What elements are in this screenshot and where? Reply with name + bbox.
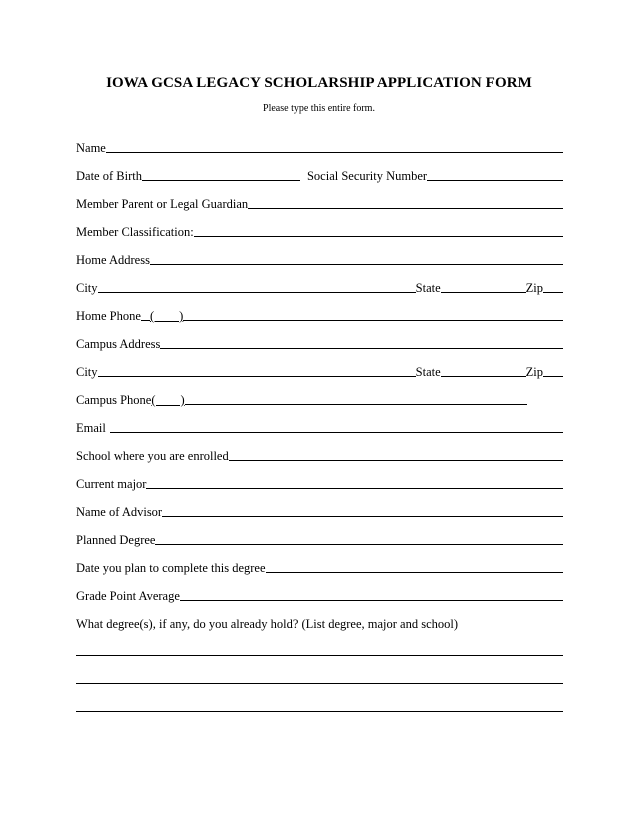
planned-degree-label: Planned Degree bbox=[76, 533, 156, 547]
planned-degree-row bbox=[76, 531, 563, 547]
ssn-field[interactable] bbox=[427, 168, 563, 181]
home-phone-label: Home Phone bbox=[76, 309, 141, 323]
campus-phone-area-code-field[interactable]: ( ) bbox=[151, 393, 185, 407]
home-state-field[interactable] bbox=[441, 280, 526, 293]
date-of-birth-label: Date of Birth bbox=[76, 169, 142, 183]
degrees-held-line-3[interactable] bbox=[76, 711, 563, 712]
campus-address-field[interactable] bbox=[160, 336, 563, 349]
email-row bbox=[76, 419, 563, 435]
campus-state-label: State bbox=[415, 365, 441, 379]
name-field[interactable] bbox=[106, 140, 563, 153]
member-classification-row bbox=[76, 223, 563, 239]
campus-city-state-zip-row bbox=[76, 363, 563, 379]
campus-zip-label: Zip bbox=[525, 365, 543, 379]
campus-phone-row bbox=[76, 391, 527, 407]
current-major-field[interactable] bbox=[146, 476, 563, 489]
gpa-label: Grade Point Average bbox=[76, 589, 180, 603]
school-enrolled-field[interactable] bbox=[229, 448, 563, 461]
campus-city-field[interactable] bbox=[98, 364, 416, 377]
degrees-held-line-1[interactable] bbox=[76, 655, 563, 656]
campus-address-row bbox=[76, 335, 563, 351]
current-major-row bbox=[76, 475, 563, 491]
ssn-label: Social Security Number bbox=[306, 169, 428, 183]
home-address-label: Home Address bbox=[76, 253, 150, 267]
home-phone-area-code-field[interactable]: ( ) bbox=[149, 309, 184, 323]
home-zip-label: Zip bbox=[525, 281, 543, 295]
name-row bbox=[76, 139, 563, 155]
member-parent-field[interactable] bbox=[248, 196, 563, 209]
home-city-field[interactable] bbox=[98, 280, 416, 293]
member-parent-label: Member Parent or Legal Guardian bbox=[76, 197, 249, 211]
campus-phone-field[interactable] bbox=[185, 392, 527, 405]
degrees-held-line-2[interactable] bbox=[76, 683, 563, 684]
completion-date-row bbox=[76, 559, 563, 575]
home-city-state-zip-row bbox=[76, 279, 563, 295]
form-title: IOWA GCSA LEGACY SCHOLARSHIP APPLICATION FORM bbox=[106, 75, 532, 91]
gpa-field[interactable] bbox=[180, 588, 563, 601]
campus-state-field[interactable] bbox=[441, 364, 526, 377]
name-label: Name bbox=[76, 141, 106, 155]
date-of-birth-field[interactable] bbox=[142, 168, 300, 181]
degrees-held-row bbox=[76, 615, 563, 631]
home-city-label: City bbox=[76, 281, 98, 295]
planned-degree-field[interactable] bbox=[155, 532, 563, 545]
member-classification-field[interactable] bbox=[194, 224, 563, 237]
home-state-label: State bbox=[415, 281, 441, 295]
member-parent-row bbox=[76, 195, 563, 211]
form-instruction: Please type this entire form. bbox=[263, 103, 375, 114]
home-address-row bbox=[76, 251, 563, 267]
email-label: Email bbox=[76, 421, 106, 435]
advisor-label: Name of Advisor bbox=[76, 505, 163, 519]
campus-zip-field[interactable] bbox=[543, 364, 563, 377]
home-phone-prefix-line bbox=[141, 308, 150, 321]
email-field[interactable] bbox=[110, 420, 563, 433]
degrees-held-label: What degree(s), if any, do you already hold? (List degree, major and school) bbox=[76, 617, 459, 631]
advisor-field[interactable] bbox=[162, 504, 563, 517]
campus-phone-label: Campus Phone bbox=[76, 393, 152, 407]
school-enrolled-label: School where you are enrolled bbox=[76, 449, 229, 463]
home-phone-field[interactable] bbox=[183, 308, 563, 321]
current-major-label: Current major bbox=[76, 477, 147, 491]
advisor-row bbox=[76, 503, 563, 519]
home-zip-field[interactable] bbox=[543, 280, 563, 293]
home-address-field[interactable] bbox=[150, 252, 563, 265]
home-phone-row bbox=[76, 307, 563, 323]
campus-address-label: Campus Address bbox=[76, 337, 161, 351]
campus-city-label: City bbox=[76, 365, 98, 379]
dob-ssn-row bbox=[76, 167, 563, 183]
gpa-row bbox=[76, 587, 563, 603]
member-classification-label: Member Classification: bbox=[76, 225, 194, 239]
completion-date-label: Date you plan to complete this degree bbox=[76, 561, 266, 575]
school-enrolled-row bbox=[76, 447, 563, 463]
completion-date-field[interactable] bbox=[266, 560, 563, 573]
